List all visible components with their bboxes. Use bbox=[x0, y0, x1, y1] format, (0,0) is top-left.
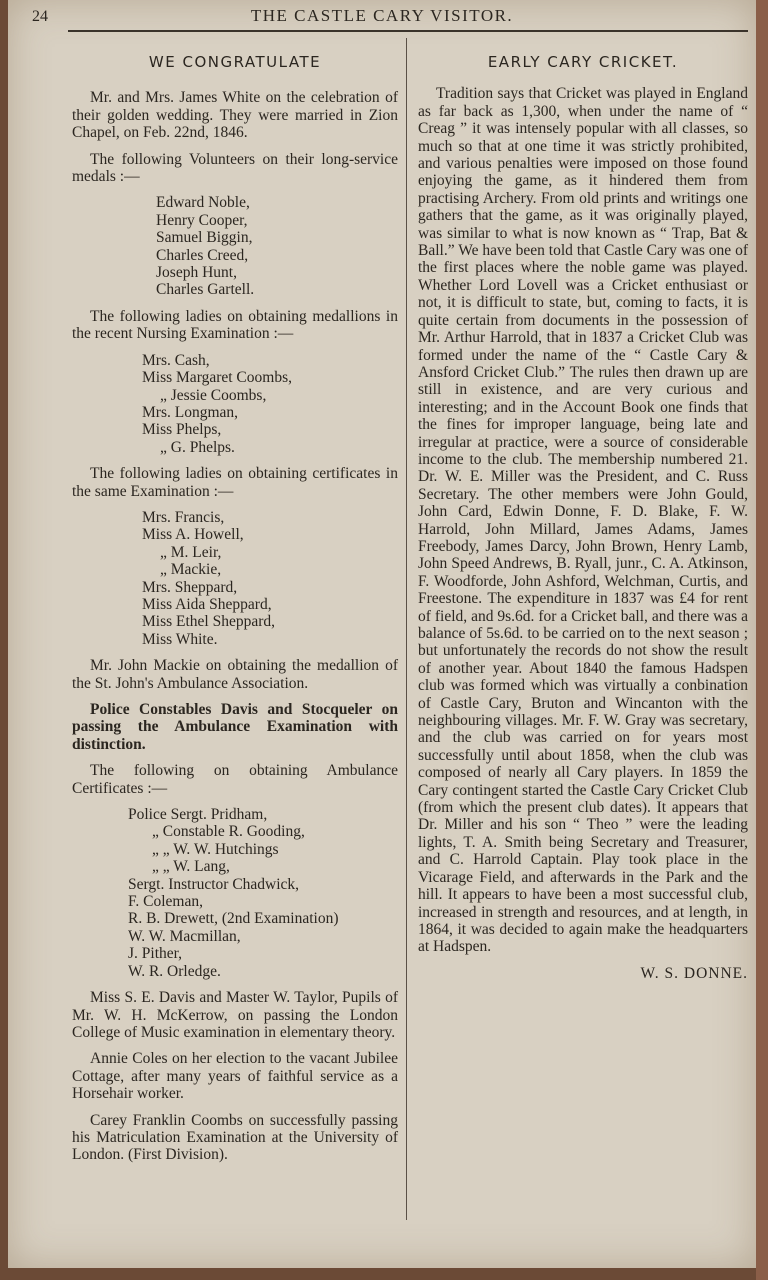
list-item: W. R. Orledge. bbox=[128, 962, 221, 980]
page-header bbox=[8, 4, 756, 30]
list-item: „ G. Phelps. bbox=[160, 438, 235, 456]
list-item: „ Constable R. Gooding, bbox=[152, 823, 305, 841]
list-item: W. W. Macmillan, bbox=[128, 927, 241, 945]
list-item: „ „ W. W. Hutchings bbox=[152, 840, 279, 858]
mackie-paragraph: Mr. John Mackie on obtaining the medallion of the St. John's Ambulance Association. bbox=[72, 657, 398, 692]
nursing-medallion-list bbox=[72, 352, 398, 456]
list-item: Miss Ethel Sheppard, bbox=[142, 613, 276, 631]
list-item: J. Pither, bbox=[128, 945, 183, 963]
list-item: Miss Margaret Coombs, bbox=[142, 369, 292, 387]
list-item: „ „ W. Lang, bbox=[152, 858, 230, 876]
ambulance-intro: The following on obtaining Ambulance Certificates :— bbox=[72, 762, 398, 797]
list-item: Edward Noble, bbox=[156, 194, 250, 212]
list-item: Mrs. Cash, bbox=[142, 351, 210, 369]
page-number: 24 bbox=[32, 8, 48, 25]
golden-wedding-paragraph: Mr. and Mrs. James White on the celebration of their golden wedding. They were married in Zion Chapel, on Feb. 22nd, 1846. bbox=[72, 89, 398, 142]
cricket-heading: EARLY CARY CRICKET. bbox=[487, 53, 679, 71]
list-item: „ Mackie, bbox=[160, 561, 222, 579]
matriculation-paragraph: Carey Franklin Coombs on successfully passing his Matriculation Examination at the University of London. (First Division). bbox=[72, 1111, 398, 1164]
music-exam-paragraph: Miss S. E. Davis and Master W. Taylor, Pupils of Mr. W. H. McKerrow, on passing the London College of Music examination in elementary theory. bbox=[72, 989, 398, 1041]
list-item: Police Sergt. Pridham, bbox=[128, 806, 268, 824]
list-item: „ M. Leir, bbox=[160, 543, 222, 561]
list-item: Miss Phelps, bbox=[142, 421, 222, 439]
header-rule bbox=[68, 30, 748, 32]
nursing-intro: The following ladies on obtaining medallions in the recent Nursing Examination :— bbox=[72, 307, 398, 343]
nursing-certificate-list bbox=[72, 509, 398, 648]
list-item: Joseph Hunt, bbox=[156, 264, 237, 282]
list-item: Mrs. Longman, bbox=[142, 403, 239, 421]
list-item: Mrs. Sheppard, bbox=[142, 578, 238, 596]
volunteers-intro: The following Volunteers on their long-service medals :— bbox=[72, 150, 398, 186]
left-column bbox=[72, 50, 398, 1173]
list-item: „ Jessie Coombs, bbox=[160, 386, 267, 404]
volunteer-list bbox=[72, 194, 398, 298]
constables-paragraph: Police Constables Davis and Stocqueler on passing the Ambulance Examination with distinction. bbox=[72, 701, 398, 753]
ambulance-certificate-list bbox=[72, 806, 398, 980]
list-item: Miss Aida Sheppard, bbox=[142, 595, 272, 613]
list-item: Charles Creed, bbox=[156, 246, 249, 264]
list-item: Miss A. Howell, bbox=[142, 526, 244, 544]
list-item: Henry Cooper, bbox=[156, 211, 248, 229]
list-item: Sergt. Instructor Chadwick, bbox=[128, 875, 300, 893]
list-item: Samuel Biggin, bbox=[156, 229, 253, 247]
list-item: Miss White. bbox=[142, 630, 218, 648]
column-divider bbox=[406, 38, 407, 1220]
page-edge bbox=[756, 0, 768, 1280]
list-item: Charles Gartell. bbox=[156, 281, 255, 299]
running-title: THE CASTLE CARY VISITOR. bbox=[250, 6, 514, 25]
certificates-intro: The following ladies on obtaining certificates in the same Examination :— bbox=[72, 465, 398, 500]
right-column bbox=[418, 50, 748, 982]
list-item: R. B. Drewett, (2nd Examination) bbox=[128, 910, 339, 928]
list-item: Mrs. Francis, bbox=[142, 508, 225, 526]
congratulate-heading: WE CONGRATULATE bbox=[148, 53, 322, 71]
magazine-page bbox=[8, 0, 756, 1268]
author-signature: W. S. DONNE. bbox=[640, 964, 748, 982]
cricket-article-body: Tradition says that Cricket was played in England as far back as 1,300, when under the name of “ Creag ” it was intensely popular with all classes, so much so that at one time it was strictly prohibited, and various penalties were imposed on those found enjoying the game, as it hindered them from practising Archery. From old prints and writings one gathers that the game, as it was originally played, was similar to what is now known as “ Trap, Bat & Ball.” We have been told that Castle Cary was one of the first places where the noble game was played. Whether Lord Lovell was a Cricket enthusiast or not, it is difficult to state, but, coming to facts, it is quite certain from documents in the possession of Mr. Arthur Harrold, that in 1837 a Cricket Club was formed under the name of the “ Castle Cary & Ansford Cricket Club.” The rules then drawn up are still in existence, and are very curious and interesting; and in the Account Book one finds that the fines for improper language, being late and irregular at practice, were a source of considerable income to the club. The membership numbered 21. Dr. W. E. Miller was the President, and C. Russ Secretary. The other members were John Gould, John Card, Edwin Donne, F. D. Blake, F. W. Harrold, John Millard, James Adams, James Freebody, James Darcy, John Brown, Henry Lamb, John Speed Andrews, B. Ryall, junr., C. A. Atkinson, F. Woodforde, John Ashford, Welchman, Curtis, and Freestone. The expenditure in 1837 was £4 for rent of field, and 9s.6d. for a Cricket ball, and there was a balance of 5s.6d. to be carried on to the next season ; but unfortunately the records do not show the result of another year. About 1840 the famous Hadspen club was formed which was virtually a conbination of Castle Cary, Bruton and Wincanton with the neighbouring villages. Mr. F. W. Gray was secretary, and the club was carried on for years most successfully until about 1858, when the club was composed of nearly all Cary players. In 1859 the Cary contingent started the Castle Cary Cricket Club (from which the present club dates). It appears that Dr. Miller and his son “ Theo ” were the leading lights, T. A. Smith being Secretary and Treasurer, and C. Harrold Captain. Play took place in the Vicarage Field, and afterwards in the Park and the hill. It appears to have been a most successful club, increased in strength and resources, and at length, in 1864, it was decided to again make the headquarters at Hadspen. bbox=[418, 85, 748, 956]
jubilee-cottage-paragraph: Annie Coles on her election to the vacant Jubilee Cottage, after many years of faithful service as a Horsehair worker. bbox=[72, 1050, 398, 1103]
list-item: F. Coleman, bbox=[128, 893, 203, 911]
